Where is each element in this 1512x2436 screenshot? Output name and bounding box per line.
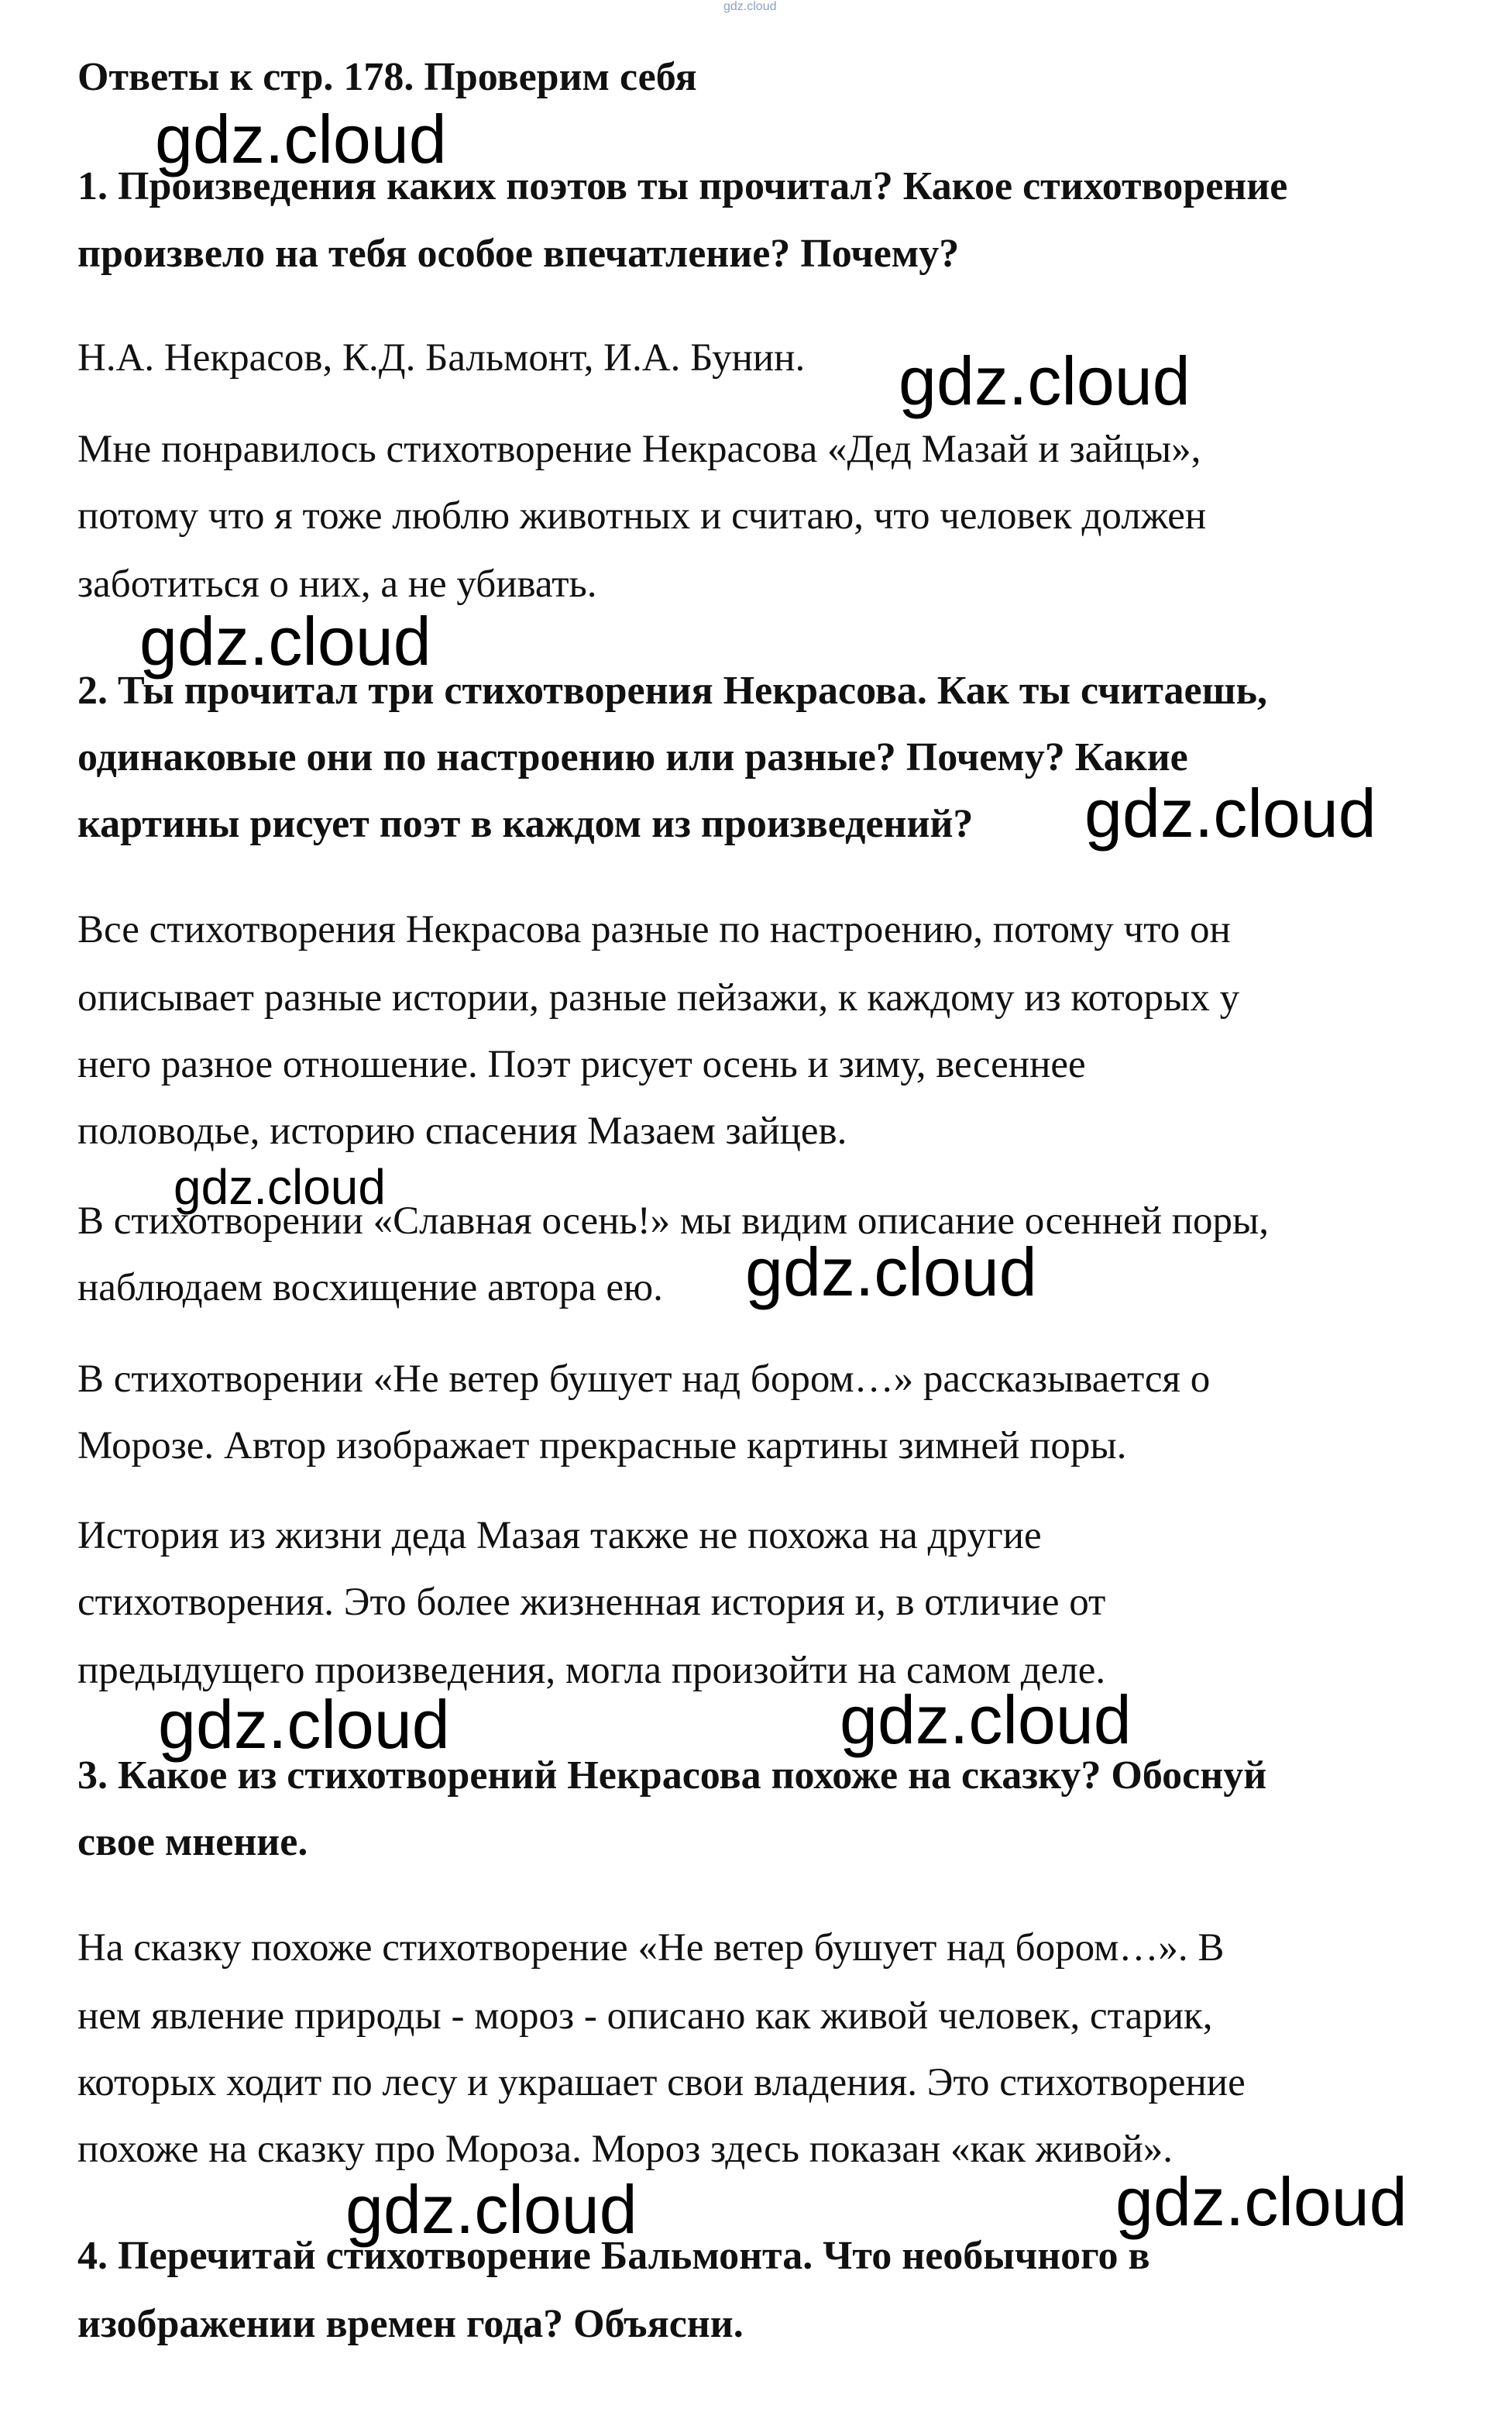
answer-2-line-6: наблюдаем восхищение автора ею. xyxy=(77,1266,663,1309)
answer-2-line-11: предыдущего произведения, могла произойти на самом деле. xyxy=(77,1649,1106,1692)
question-1-line-2: произвело на тебя особое впечатление? Почему? xyxy=(77,232,960,276)
watermark-2: gdz.cloud xyxy=(899,342,1191,419)
question-1-line-1: 1. Произведения каких поэтов ты прочитал? Какое стихотворение xyxy=(77,164,1288,208)
watermark-6: gdz.cloud xyxy=(745,1233,1037,1310)
watermark-4: gdz.cloud xyxy=(1084,775,1376,852)
question-4-line-1: 4. Перечитай стихотворение Бальмонта. Что необычного в xyxy=(77,2234,1150,2278)
answer-2-line-10: стихотворения. Это более жизненная история и, в отличие от xyxy=(77,1581,1106,1624)
watermark-1: gdz.cloud xyxy=(155,101,447,177)
answer-2-line-5: В стихотворении «Славная осень!» мы видим описание осенней поры, xyxy=(77,1199,1270,1243)
answer-2-line-4: половодье, историю спасения Мазаем зайцев. xyxy=(77,1110,847,1153)
answer-2-line-1: Все стихотворения Некрасова разные по настроению, потому что он xyxy=(77,908,1231,951)
question-2-line-3: картины рисует поэт в каждом из произведений? xyxy=(77,802,974,846)
watermark-9: gdz.cloud xyxy=(345,2171,637,2248)
watermark-10: gdz.cloud xyxy=(1115,2163,1407,2240)
answer-1-line-2: Мне понравилось стихотворение Некрасова «Дед Мазай и зайцы», xyxy=(77,428,1201,471)
question-3-line-1: 3. Какое из стихотворений Некрасова похоже на сказку? Обоснуй xyxy=(77,1753,1267,1798)
page-title: Ответы к стр. 178. Проверим себя xyxy=(77,55,697,99)
answer-3-line-1: На сказку похоже стихотворение «Не ветер бушует над бором…». В xyxy=(77,1926,1225,1970)
answer-1-line-1: Н.А. Некрасов, К.Д. Бальмонт, И.А. Бунин. xyxy=(77,336,806,380)
question-2-line-1: 2. Ты прочитал три стихотворения Некрасова. Как ты считаешь, xyxy=(77,669,1268,713)
answer-1-line-4: заботиться о них, а не убивать. xyxy=(77,563,597,606)
answer-3-line-3: которых ходит по лесу и украшает свои владения. Это стихотворение xyxy=(77,2061,1246,2104)
watermark-3: gdz.cloud xyxy=(139,603,431,680)
answer-2-line-8: Морозе. Автор изображает прекрасные картины зимней поры. xyxy=(77,1424,1127,1467)
question-4-line-2: изображении времен года? Объясни. xyxy=(77,2302,744,2346)
answer-2-line-2: описывает разные истории, разные пейзажи, к каждому из которых у xyxy=(77,976,1240,1020)
answer-3-line-2: нем явление природы - мороз - описано как живой человек, старик, xyxy=(77,1994,1213,2038)
answer-2-line-3: него разное отношение. Поэт рисует осень и зиму, весеннее xyxy=(77,1043,1086,1086)
answer-1-line-3: потому что я тоже люблю животных и считаю, что человек должен xyxy=(77,494,1207,538)
question-3-line-2: свое мнение. xyxy=(77,1820,308,1864)
top-watermark-text: gdz.cloud xyxy=(723,0,777,13)
question-2-line-2: одинаковые они по настроению или разные? Почему? Какие xyxy=(77,735,1188,779)
answer-2-line-9: История из жизни деда Мазая также не похожа на другие xyxy=(77,1514,1042,1557)
answer-3-line-4: похоже на сказку про Мороза. Мороз здесь показан «как живой». xyxy=(77,2128,1174,2171)
answer-2-line-7: В стихотворении «Не ветер бушует над бором…» рассказывается о xyxy=(77,1357,1211,1401)
watermark-8: gdz.cloud xyxy=(840,1681,1132,1758)
watermark-5: gdz.cloud xyxy=(174,1159,386,1215)
watermark-7: gdz.cloud xyxy=(158,1686,450,1763)
